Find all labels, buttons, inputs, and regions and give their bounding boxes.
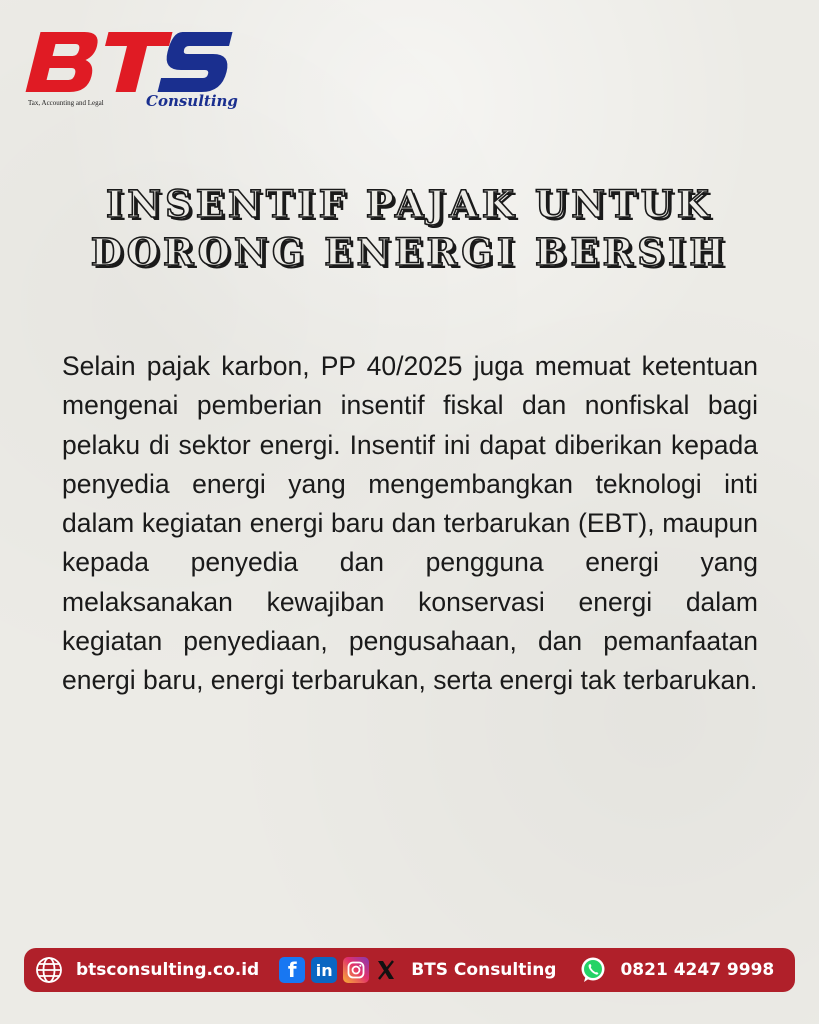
logo-tagline: Tax, Accounting and Legal — [28, 99, 104, 107]
globe-icon — [34, 955, 64, 985]
whatsapp-icon — [578, 955, 608, 985]
x-icon[interactable] — [375, 957, 397, 983]
social-icons — [279, 957, 397, 983]
phone-number[interactable]: 0821 4247 9998 — [620, 960, 775, 980]
bts-logo — [24, 26, 238, 118]
title-line-2: DORONG ENERGI BERSIH — [90, 230, 729, 274]
linkedin-icon[interactable]: in — [311, 957, 337, 983]
logo-subtitle: Consulting — [146, 92, 238, 110]
body-paragraph: Selain pajak karbon, PP 40/2025 juga memuat ketentuan mengenai pemberian insentif fiskal dan nonfiskal bagi pelaku di sektor energi. Insentif ini dapat diberikan kepada penyedia energi yang mengembangkan teknologi inti dalam kegiatan energi baru dan terbarukan (EBT), maupun kepada penyedia dan pengguna energi yang melaksanakan kewajiban konservasi energi dalam kegiatan penyediaan, pengusahaan, dan pemanfaatan energi baru, energi terbarukan, serta energi tak terbarukan. — [62, 351, 758, 696]
bts-logo-mark — [24, 26, 234, 98]
contact-footer — [24, 948, 795, 992]
instagram-icon[interactable] — [343, 957, 369, 983]
title-line-1: INSENTIF PAJAK UNTUK — [106, 182, 713, 226]
page-title — [0, 180, 819, 276]
website-link[interactable]: btsconsulting.co.id — [76, 960, 260, 980]
brand-name[interactable]: BTS Consulting — [411, 960, 557, 980]
facebook-icon[interactable]: f — [279, 957, 305, 983]
